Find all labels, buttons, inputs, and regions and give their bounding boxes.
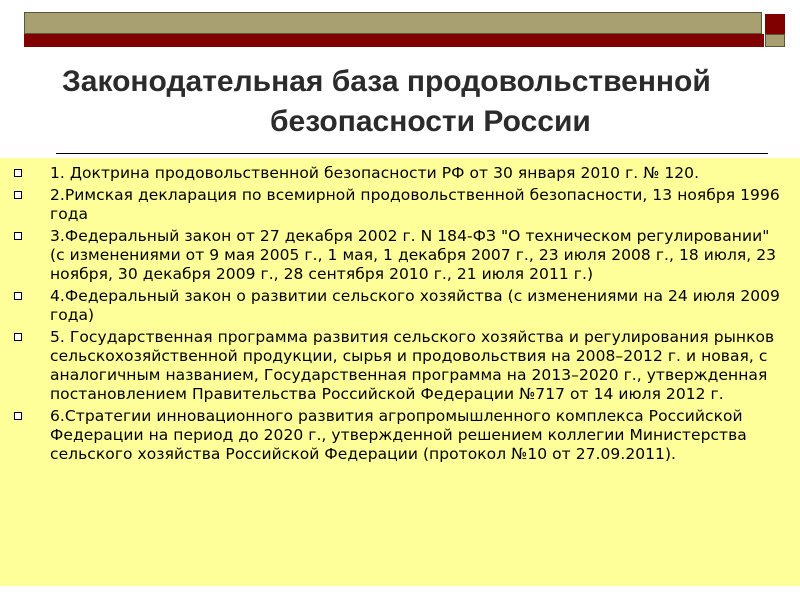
square-bullet-icon (12, 227, 50, 246)
slide-title-line-1: Законодательная база продовольственной (62, 65, 711, 98)
square-bullet-icon (12, 328, 50, 347)
slide-title (0, 62, 800, 142)
list-item-text: 3.Федеральный закон от 27 декабря 2002 г. N 184-ФЗ "О техническом регулировании" (с изменениями от 9 мая 2005 г., 1 мая, 1 декабря 2007 г., 23 июля 2008 г., 18 июля, 23 ноября, 30 декабря 2009 г., 28 сентября 2010 г., 21 июля 2011 г.) (50, 227, 777, 283)
square-bullet-icon (12, 164, 50, 183)
list-item-text: 2.Римская декларация по всемирной продовольственной безопасности, 13 ноября 1996 года (50, 186, 780, 223)
list-item (12, 227, 786, 284)
list-item (12, 186, 786, 224)
list-item-text: 1. Доктрина продовольственной безопасности РФ от 30 января 2010 г. № 120. (50, 164, 700, 182)
list-item (12, 164, 786, 183)
list-item-text: 4.Федеральный закон о развитии сельского хозяйства (с изменениями на 24 июля 2009 года) (50, 287, 780, 324)
square-bullet-icon (12, 287, 50, 306)
content-panel (0, 158, 800, 586)
list-item-text: 5. Государственная программа развития сельского хозяйства и регулирования рынков сельскохозяйственной продукции, сырья и продовольствия на 2008–2012 г. и новая, с аналогичным названием, Государственная программа на 2013–2020 г., утвержденная постановлением Правительства Российской Федерации №717 от 14 июля 2012 г. (50, 328, 775, 403)
list-item (12, 407, 786, 464)
list-item (12, 328, 786, 404)
square-bullet-icon (12, 186, 50, 205)
square-bullet-icon (12, 407, 50, 426)
legislation-list (12, 164, 786, 464)
title-divider (56, 153, 768, 154)
header-bar-maroon (24, 34, 764, 47)
corner-block-maroon (765, 14, 785, 34)
corner-block-olive (765, 34, 785, 47)
header-bar-olive (24, 12, 762, 34)
list-item-text: 6.Стратегии инновационного развития агропромышленного комплекса Российской Федерации на период до 2020 г., утвержденной решением коллегии Министерства сельского хозяйства Российской Федерации (протокол №10 от 27.09.2011). (50, 407, 747, 463)
list-item (12, 287, 786, 325)
slide-title-line-2: безопасности России (270, 105, 591, 138)
